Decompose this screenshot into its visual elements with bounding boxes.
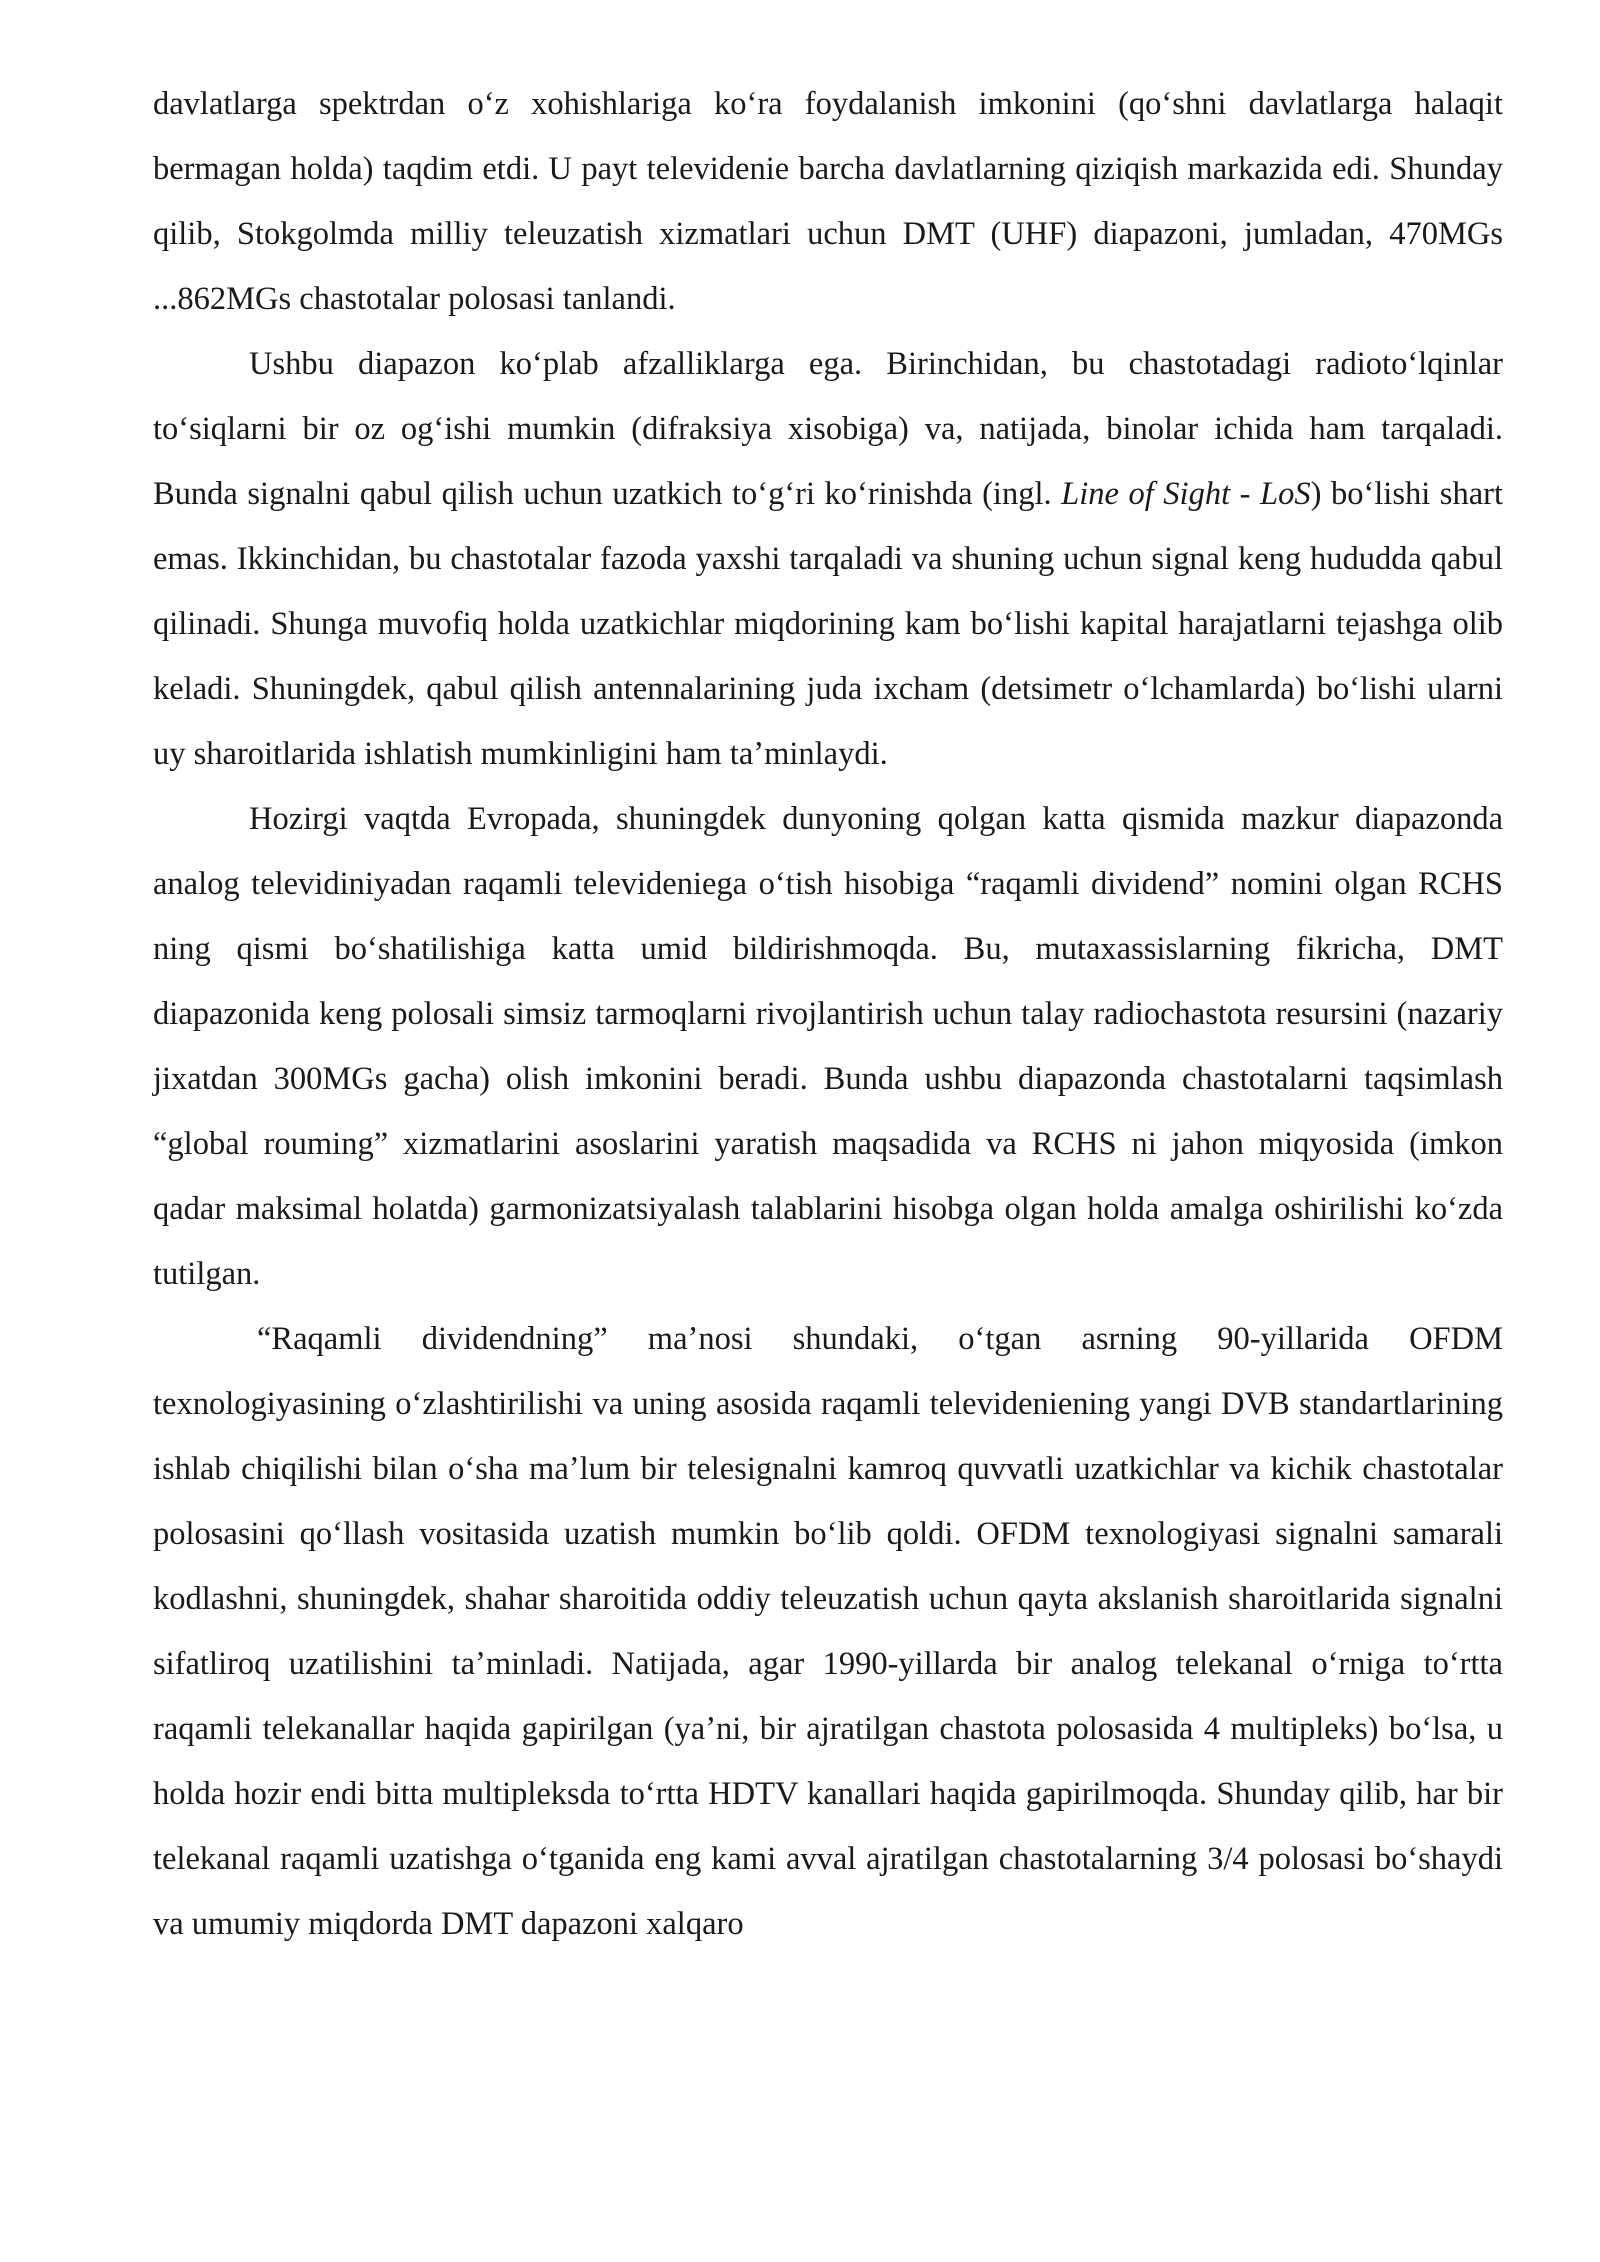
paragraph-2-uhf-advantages bbox=[153, 332, 1503, 787]
line-of-sight-term: Line of Sight - LoS bbox=[1061, 476, 1311, 512]
document-body bbox=[153, 72, 1503, 1957]
paragraph-2-text-after: ) boʻlishi shart emas. Ikkinchidan, bu chastotalar fazoda yaxshi tarqaladi va shuning uchun signal keng hududda qabul qilinadi. Shunga muvofiq holda uzatkichlar miqdorining kam boʻlishi kapital harajatlarni tejashga olib keladi. Shuningdek, qabul qilish antennalarining juda ixcham (detsimetr oʻlchamlarda) boʻlishi ularni uy sharoitlarida ishlatish mumkinligini ham taʼminlaydi. bbox=[153, 476, 1503, 772]
paragraph-4-digital-dividend-meaning: “Raqamli dividendning” maʼnosi shundaki, oʻtgan asrning 90-yillarida OFDM texnologiyasining oʻzlashtirilishi va uning asosida raqamli televideniening yangi DVB standartlarining ishlab chiqilishi bilan oʻsha maʼlum bir telesignalni kamroq quvvatli uzatkichlar va kichik chastotalar polosasini qoʻllash vositasida uzatish mumkin boʻlib qoldi. OFDM texnologiyasi signalni samarali kodlashni, shuningdek, shahar sharoitida oddiy teleuzatish uchun qayta akslanish sharoitlarida signalni sifatliroq uzatilishini taʼminladi. Natijada, agar 1990-yillarda bir analog telekanal oʻrniga toʻrtta raqamli telekanallar haqida gapirilgan (yaʼni, bir ajratilgan chastota polosasida 4 multipleks) boʻlsa, u holda hozir endi bitta multipleksda toʻrtta HDTV kanallari haqida gapirilmoqda. Shunday qilib, har bir telekanal raqamli uzatishga oʻtganida eng kami avval ajratilgan chastotalarning 3/4 polosasi boʻshaydi va umumiy miqdorda DMT dapazoni xalqaro bbox=[153, 1321, 1503, 1942]
paragraph-2-text-before: Ushbu diapazon koʻplab afzalliklarga ega. Birinchidan, bu chastotadagi radiotoʻlqinlar toʻsiqlarni bir oz ogʻishi mumkin (difraksiya xisobiga) va, natijada, binolar ichida ham tarqaladi. Bunda signalni qabul qilish uchun uzatkich toʻgʻri koʻrinishda (ingl. bbox=[153, 346, 1503, 512]
paragraph-3-digital-dividend-europe: Hozirgi vaqtda Evropada, shuningdek dunyoning qolgan katta qismida mazkur diapazonda analog televidiniyadan raqamli televideniega oʻtish hisobiga “raqamli dividend” nomini olgan RCHS ning qismi boʻshatilishiga katta umid bildirishmoqda. Bu, mutaxassislarning fikricha, DMT diapazonida keng polosali simsiz tarmoqlarni rivojlantirish uchun talay radiochastota resursini (nazariy jixatdan 300MGs gacha) olish imkonini beradi. Bunda ushbu diapazonda chastotalarni taqsimlash “global rouming” xizmatlarini asoslarini yaratish maqsadida va RCHS ni jahon miqyosida (imkon qadar maksimal holatda) garmonizatsiyalash talablarini hisobga olgan holda amalga oshirilishi koʻzda tutilgan. bbox=[153, 801, 1503, 1292]
paragraph-1-continuation: davlatlarga spektrdan oʻz xohishlariga koʻra foydalanish imkonini (qoʻshni davlatlarga halaqit bermagan holda) taqdim etdi. U payt televidenie barcha davlatlarning qiziqish markazida edi. Shunday qilib, Stokgolmda milliy teleuzatish xizmatlari uchun DMT (UHF) diapazoni, jumladan, 470MGs ...862MGs chastotalar polosasi tanlandi. bbox=[153, 86, 1503, 317]
